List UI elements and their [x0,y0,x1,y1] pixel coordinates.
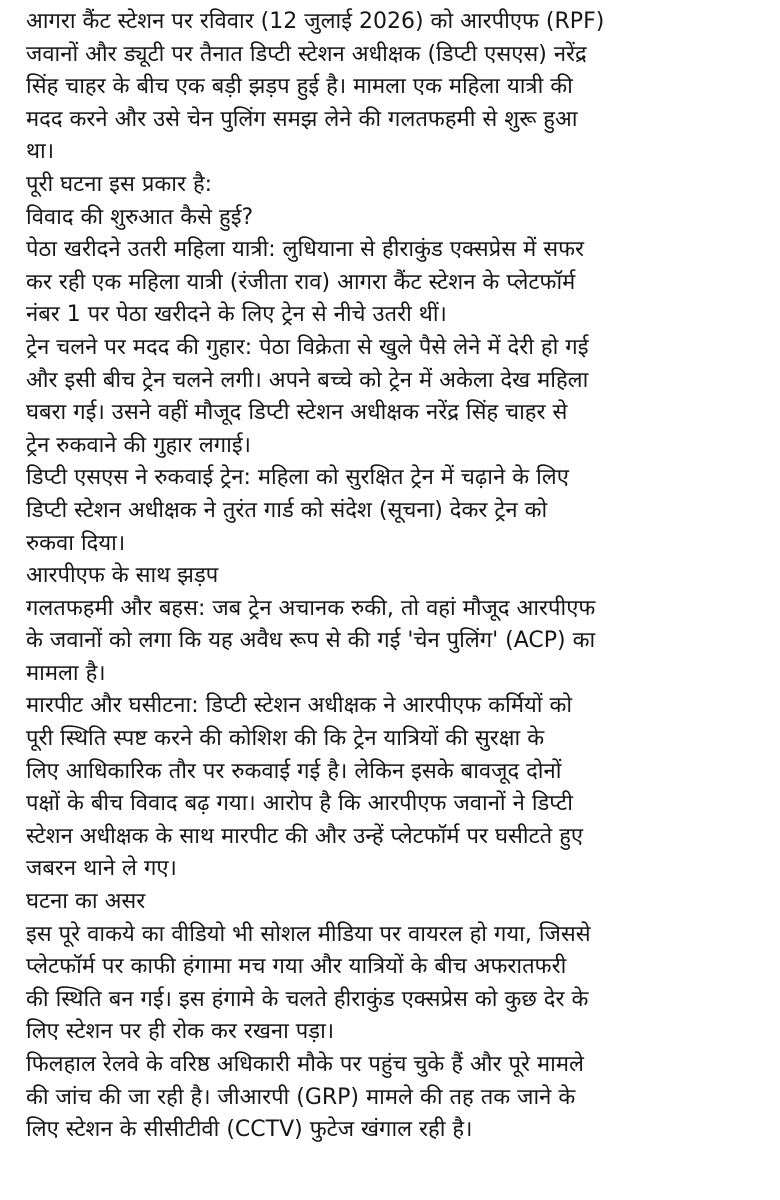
text-line: पूरी स्थिति स्पष्ट करने की कोशिश की कि ट्रेन यात्रियों की सुरक्षा के [26,726,545,752]
text-line: की स्थिति बन गई। इस हंगामे के चलते हीराकुंड एक्सप्रेस को कुछ देर के [26,986,589,1012]
text-line: घबरा गई। उसने वहीं मौजूद डिप्टी स्टेशन अधीक्षक नरेंद्र सिंह चाहर से [26,400,568,426]
text-line: आगरा कैंट स्टेशन पर रविवार (12 जुलाई 2026) को आरपीएफ (RPF) [26,9,605,34]
text-line: डिप्टी स्टेशन अधीक्षक ने तुरंत गार्ड को संदेश (सूचना) देकर ट्रेन को [26,497,548,523]
text-line: लिए स्टेशन के सीसीटीवी (CCTV) फुटेज खंगाल रही है। [26,1117,473,1143]
text-line: रुकवा दिया। [26,530,126,556]
text-line: और इसी बीच ट्रेन चलने लगी। अपने बच्चे को ट्रेन में अकेला देख महिला [26,367,589,393]
text-line: फिलहाल रेलवे के वरिष्ठ अधिकारी मौके पर पहुंच चुके हैं और पूरे मामले [26,1052,584,1077]
text-line: पक्षों के बीच विवाद बढ़ गया। आरोप है कि आरपीएफ जवानों ने डिप्टी [26,791,573,817]
section-heading: आरपीएफ के साथ झड़प [26,563,219,589]
section-intro: पूरी घटना इस प्रकार है: [26,171,213,197]
text-line: मदद करने और उसे चेन पुलिंग समझ लेने की गलतफहमी से शुरू हुआ [26,106,578,132]
text-line: इस पूरे वाकये का वीडियो भी सोशल मीडिया पर वायरल हो गया, जिससे [26,921,591,947]
text-line: लिए आधिकारिक तौर पर रुकवाई गई है। लेकिन इसके बावजूद दोनों [26,758,562,784]
text-line: ट्रेन रुकवाने की गुहार लगाई। [26,432,251,458]
text-line: जवानों और ड्यूटी पर तैनात डिप्टी स्टेशन अधीक्षक (डिप्टी एसएस) नरेंद्र [26,41,587,67]
text-line: लिए स्टेशन पर ही रोक कर रखना पड़ा। [26,1019,335,1045]
text-line: नंबर 1 पर पेठा खरीदने के लिए ट्रेन से नीचे उतरी थीं। [26,302,447,328]
section-heading: विवाद की शुरुआत कैसे हुई? [26,204,254,230]
text-line: की जांच की जा रही है। जीआरपी (GRP) मामले की तह तक जाने के [26,1084,576,1110]
section-heading: घटना का असर [26,889,146,915]
text-line: सिंह चाहर के बीच एक बड़ी झड़प हुई है। मामला एक महिला यात्री की [26,74,573,100]
text-line: प्लेटफॉर्म पर काफी हंगामा मच गया और यात्रियों के बीच अफरातफरी [26,954,567,980]
text-line: ट्रेन चलने पर मदद की गुहार: पेठा विक्रेता से खुले पैसे लेने में देरी हो गई [26,334,589,360]
text-line: डिप्टी एसएस ने रुकवाई ट्रेन: महिला को सुरक्षित ट्रेन में चढ़ाने के लिए [26,465,569,491]
text-line: स्टेशन अधीक्षक के साथ मारपीट की और उन्हें प्लेटफॉर्म पर घसीटते हुए [26,823,584,849]
text-line: था। [26,139,55,165]
text-line: पेठा खरीदने उतरी महिला यात्री: लुधियाना से हीराकुंड एक्सप्रेस में सफर [26,237,585,263]
text-line: गलतफहमी और बहस: जब ट्रेन अचानक रुकी, तो वहां मौजूद आरपीएफ [26,595,596,621]
text-line: के जवानों को लगा कि यह अवैध रूप से की गई 'चेन पुलिंग' (ACP) का [26,628,596,654]
text-line: कर रही एक महिला यात्री (रंजीता राव) आगरा कैंट स्टेशन के प्लेटफॉर्म [26,269,576,295]
text-line: मारपीट और घसीटना: डिप्टी स्टेशन अधीक्षक ने आरपीएफ कर्मियों को [26,693,573,719]
text-line: मामला है। [26,660,106,686]
text-line: जबरन थाने ले गए। [26,856,177,882]
